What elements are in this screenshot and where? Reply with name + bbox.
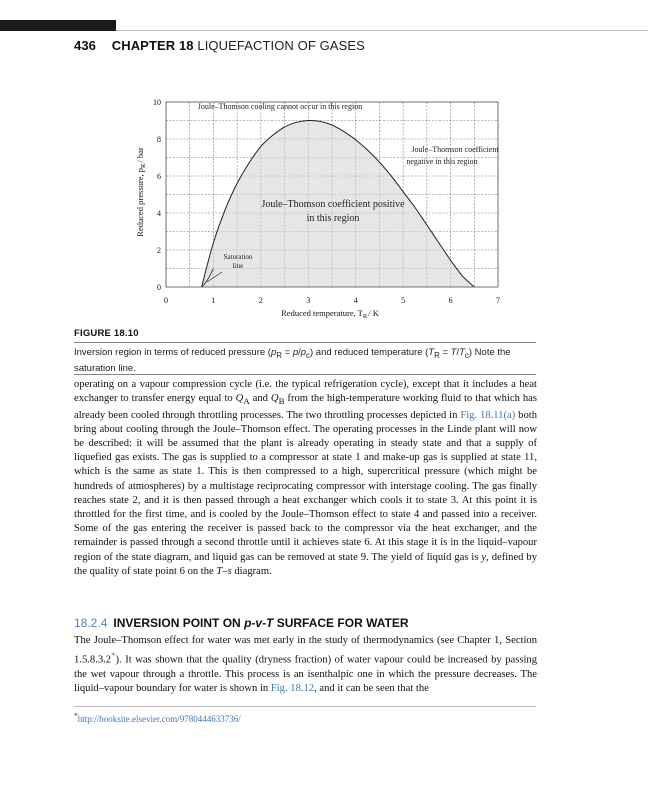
body-paragraph-2 [74,634,537,696]
page-number: 436 [74,38,96,53]
footnote-marker: * [74,711,78,720]
caption-part: T [428,347,435,358]
x-axis-label: Reduced temperature, T [281,308,363,318]
figure-caption-rule-top [74,342,536,343]
x-tick-label: 6 [448,296,453,305]
y-tick-label: 2 [157,246,161,255]
text-run: from the high-temperature working fluid to that which has already been cooled through throttling processes. The two throttling processes depicted in [74,393,537,421]
footnote-rule [74,706,536,707]
y-tick-label: 10 [153,98,161,107]
annotation-positive-2: in this region [306,213,360,224]
section-number: 18.2.4 [74,616,108,630]
footnote-link[interactable]: http://booksite.elsevier.com/9780444633736/ [77,714,241,724]
caption-part: R [276,350,282,360]
figure-label: FIGURE 18.10 [74,328,139,339]
y-tick-label: 8 [157,135,161,144]
text-run: The Joule–Thomson effect for water was met early in the study of thermodynamics (see Chapter 1, Section 1.5.8.3.2 [74,635,537,666]
inversion-chart [130,92,520,324]
caption-part: = [281,347,293,358]
section-heading [74,616,409,630]
y-tick-label: 4 [157,209,161,218]
y-axis-label-unit: / bar [135,147,145,163]
text-run: B [278,396,285,407]
caption-part: = [439,347,451,358]
text-run: T–s [216,565,232,577]
text-run: and [249,393,271,405]
annotation-negative-1: Joule–Thomson coefficient [411,145,499,154]
x-tick-labels [164,296,500,305]
footnote [74,711,241,724]
x-tick-label: 0 [164,296,168,305]
text-run: both bring about cooling through the Joule–Thomson effect. The operating processes in the Linde plant will now be described: it will be assumed that the plant is already operating in steady state and that a supply of liquefied gas exists. The gas is supplied to a compressor at state 1 and make-up gas is supplied at state 11, which is the same as state 1. This is then compressed to a high, supercritical pressure (which might be hundreds of atmospheres) by a multistage reciprocating compressor with interstage cooling. The gas finally reaches state 2, and it is then passed through a heat exchanger which cools it to state 3. At this point it is throttled for the first time, and is cooled by the Joule–Thomson effect to state 4 and passed into a receiver. Some of the gas entering the receiver is passed back to the compressor via the heat exchanger, and the remainder is passed through a second throttle until it achieves state 6. At this stage it is in the liquid–vapour region of the state diagram, and liquid gas can be removed at state 9. The yield of liquid gas is [74,409,537,563]
section-title-emphasis: p-v-T [244,616,274,630]
caption-part: p [292,347,299,358]
text-run: diagram. [231,565,272,577]
caption-part: / [298,347,301,358]
figure-caption-rule-bottom [74,374,536,375]
x-tick-label: 1 [211,296,216,305]
text-run: Q [235,393,244,405]
text-run: A [243,396,250,407]
x-tick-label: 7 [496,296,500,305]
y-tick-label: 0 [157,283,161,292]
annotation-no-cooling: Joule–Thomson cooling cannot occur in this region [197,102,363,111]
text-run: , and it can be seen that the [314,683,429,695]
caption-part: T [450,347,457,358]
x-axis-label-unit: / K [368,308,379,318]
x-tick-label: 2 [258,296,263,305]
annotation-positive-1: Joule–Thomson coefficient positive [261,199,405,210]
chapter-label: CHAPTER 18 [111,38,194,53]
text-run: , defined by the quality of state point 6 on the [74,551,537,577]
x-tick-label: 3 [306,296,311,305]
text-run: y [481,551,487,563]
y-tick-label: 6 [157,172,161,181]
caption-part: T [459,347,465,358]
annotation-saturation-2: line [232,262,244,270]
y-tick-labels [153,98,161,292]
caption-part: / [456,347,460,358]
caption-part: p [270,347,277,358]
x-tick-label: 4 [353,296,358,305]
caption-part: ) Note the saturation line. [74,347,511,375]
y-axis-title [135,147,147,237]
x-tick-label: 5 [401,296,406,305]
caption-part: Inversion region in terms of reduced pressure ( [74,347,271,358]
chapter-title: LIQUEFACTION OF GASES [197,38,365,53]
caption-part: c [464,350,469,360]
y-axis-label-sub: R [140,163,147,168]
annotation-negative-2: negative in this region [406,157,478,166]
header-rule [116,30,648,31]
footnote-ref[interactable]: * [111,650,116,661]
figure-caption [74,346,538,376]
text-run: Q [270,393,279,405]
running-header [74,38,365,53]
body-paragraph-1 [74,378,537,579]
y-axis-label: Reduced pressure, p [135,168,145,237]
caption-part: c [306,350,310,360]
text-run: ). It was shown that the quality (dryness fraction) of water vapour could be increased by passing the wet vapour through a throttle. This process is an isenthalpic one in which the pressure decreases. The liquid–vapour boundary for water is shown in [74,654,537,695]
caption-part: R [434,350,440,360]
annotation-saturation-1: Saturation [223,253,253,261]
text-run: operating on a vapour compression cycle (i.e. the typical refrigeration cycle), except that it includes a heat exchanger to transfer energy equal to [74,379,537,405]
x-axis-title [281,308,380,320]
figure-link-18-12[interactable]: Fig. 18.12 [270,683,315,695]
section-title: INVERSION POINT ON [113,616,245,630]
caption-part: p [300,347,307,358]
section-title-tail: SURFACE FOR WATER [273,616,409,630]
header-bar [0,20,116,31]
caption-part: ) and reduced temperature ( [310,347,429,358]
figure-link-18-11a[interactable]: Fig. 18.11(a) [460,409,516,421]
x-axis-label-sub: R [362,313,368,320]
